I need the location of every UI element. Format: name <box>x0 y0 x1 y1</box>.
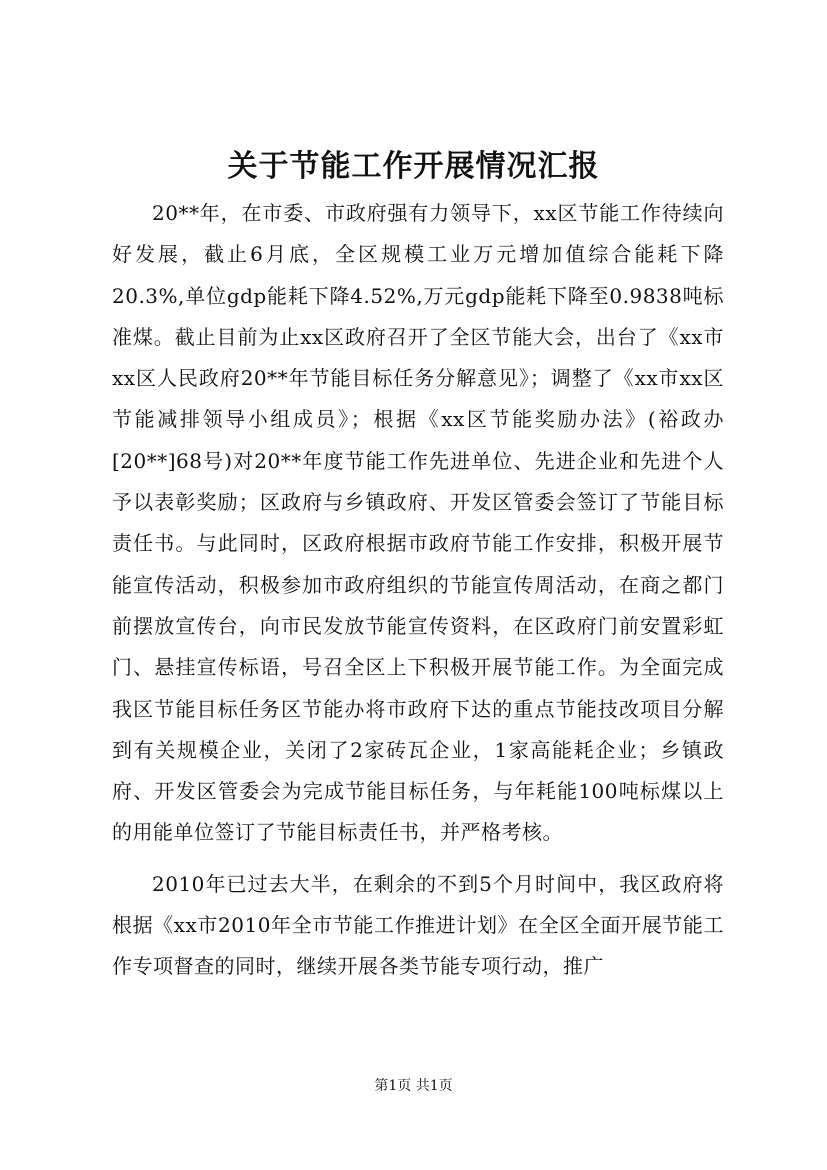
page-footer: 第1页 共1页 <box>374 1078 453 1094</box>
document-body <box>112 193 724 988</box>
document-title: 关于节能工作开展情况汇报 <box>227 149 600 184</box>
paragraph-1: 20**年，在市委、市政府强有力领导下，xx区节能工作待续向好发展，截止6月底，全区规模工业万元增加值综合能耗下降20.3%,单位gdp能耗下降4.52%,万元gdp能耗下降至0.9838吨标准煤。截止目前为止xx区政府召开了全区节能大会，出台了《xx市xx区人民政府20**年节能目标任务分解意见》；调整了《xx市xx区节能减排领导小组成员》；根据《xx区节能奖励办法》(裕政办[20**]68号)对20**年度节能工作先进单位、先进企业和先进个人予以表彰奖励；区政府与乡镇政府、开发区管委会签订了节能目标责任书。与此同时，区政府根据市政府节能工作安排，积极开展节能宣传活动，积极参加市政府组织的节能宣传周活动，在商之都门前摆放宣传台，向市民发放节能宣传资料，在区政府门前安置彩虹门、悬挂宣传标语，号召全区上下积极开展节能工作。为全面完成我区节能目标任务区节能办将市政府下达的重点节能技改项目分解到有关规模企业，关闭了2家砖瓦企业，1家高能耗企业；乡镇政府、开发区管委会为完成节能目标任务，与年耗能100吨标煤以上的用能单位签订了节能目标责任书，并严格考核。 <box>112 201 724 845</box>
paragraph-2: 2010年已过去大半，在剩余的不到5个月时间中，我区政府将根据《xx市2010年全市节能工作推进计划》在全区全面开展节能工作专项督查的同时，继续开展各类节能专项行动，推广 <box>112 871 724 979</box>
